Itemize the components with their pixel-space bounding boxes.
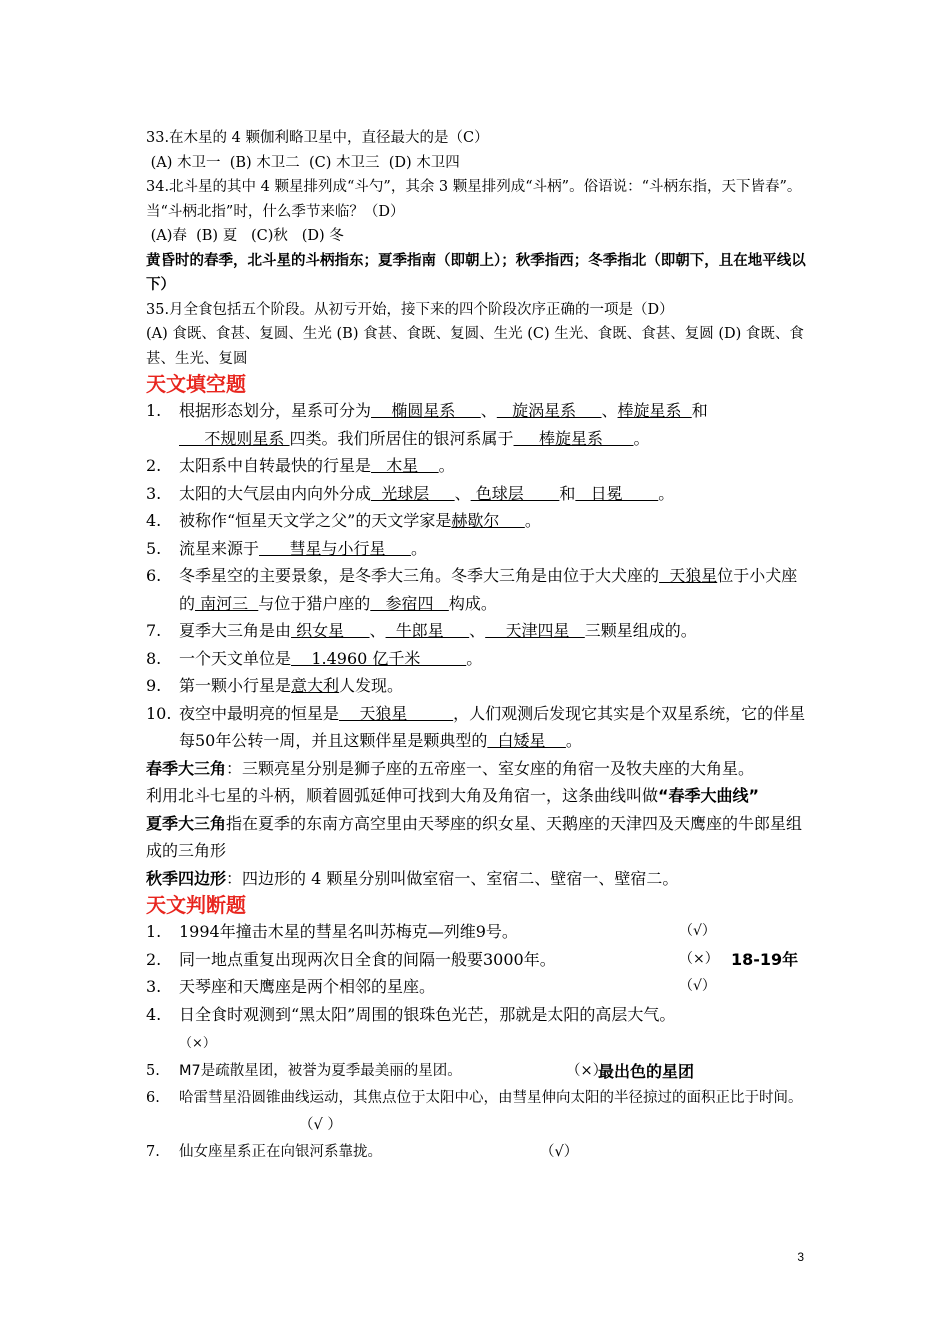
question-33: 33.在木星的 4 颗伽利略卫星中，直径最大的是（C） [146,130,489,146]
fill-item-5: 5. 流星来源于 彗星与小行星 。 [146,538,427,558]
judge-item-1: 1. 1994年撞击木星的彗星名叫苏梅克—列维9号。 （√） [146,918,811,946]
answer-blank: 赫歇尔 [451,511,525,530]
answer-blank: 参宿四 [370,593,449,613]
fill-item-7: 7. 夏季大三角是由 织女星 、 牛郎星 、 天津四星 三颗星组成的。 [146,621,697,640]
answer-blank: 椭圆星系 [371,401,481,420]
fill-item-10: 10. 夜空中最明亮的恒星是 天狼星 ，人们观测后发现它其实是个双星系统，它的伴星每50年公转一周，并且这颗伴星是颗典型的 白矮星 。 [146,703,806,750]
answer-blank: 棒旋星系 [513,428,634,448]
answer-blank: 意大利 [291,676,340,695]
answer-blank: 光球层 [371,483,455,503]
judge-item-6: 6. 哈雷彗星沿圆锥曲线运动，其焦点位于太阳中心，由彗星伸向太阳的半径掠过的面积正比于时间。（√ ） [146,1089,803,1133]
question-35: 35.月全食包括五个阶段。从初亏开始，接下来的四个阶段次序正确的一项是（D） [146,301,674,318]
judge-section-title: 天文判断题 [146,893,246,917]
question-33-options: (A) 木卫一 (B) 木卫二 (C) 木卫三 (D) 木卫四 [146,154,460,171]
autumn-square-note: 秋季四边形：四边形的 4 颗星分别叫做室宿一、室宿二、壁宿一、壁宿二。 [146,868,679,888]
answer-blank: 不规则星系 [179,428,290,448]
spring-triangle-note: 春季大三角：三颗亮星分别是狮子座的五帝座一、室女座的角宿一及牧夫座的大角星。 [146,758,755,778]
judge-answer: （×） [179,1036,216,1051]
judge-answer: （√ ） [299,1116,342,1133]
answer-blank: 棒旋星系 [617,401,692,420]
judge-answer: （×） [679,950,719,967]
fill-item-2: 2. 太阳系中自转最快的行星是 木星 。 [146,456,455,475]
judge-item-2: 2. 同一地点重复出现两次日全食的间隔一般要3000年。 （×） 18-19年 [146,946,811,974]
judge-note: 最出色的星团 [598,1061,695,1081]
judge-item-7: 7. 仙女座星系正在向银河系靠拢。 （√） [146,1139,811,1166]
answer-blank: 天津四星 [485,621,585,640]
answer-blank: 天狼星 [659,566,718,585]
answer-blank: 木星 [371,456,439,475]
judge-answer: （×） [566,1062,608,1079]
document-page [146,126,811,1166]
judge-item-4: 4. 日全食时观测到“黑太阳”周围的银珠色光芒，那就是太阳的高层大气。 （×） [146,1004,676,1051]
spring-curve-note: 利用北斗七星的斗柄，顺着圆弧延伸可找到大角及角宿一，这条曲线叫做“春季大曲线” [146,786,760,805]
judge-item-5: 5. M7是疏散星团，被誉为夏季最美丽的星团。 （×） 最出色的星团 [146,1058,811,1085]
fill-item-4: 4. 被称作“恒星天文学之父”的天文学家是赫歇尔 。 [146,511,541,530]
judge-answer: （√） [540,1143,579,1160]
judge-item-3: 3. 天琴座和天鹰座是两个相邻的星座。 （√） [146,973,811,1001]
answer-blank: 色球层 [470,483,560,503]
fill-item-1: 1. 根据形态划分，星系可分为 椭圆星系 、 旋涡星系 、棒旋星系 和 不规则星系 四类。我们所居住的银河系属于 棒旋星系 。 [146,401,708,448]
fill-item-3: 3. 太阳的大气层由内向外分成 光球层 、 色球层 和 日冕 。 [146,483,675,503]
answer-blank: 牛郎星 [385,621,470,640]
answer-blank: 天狼星 [339,703,454,723]
question-35-options: (A) 食既、食甚、复圆、生光 (B) 食甚、食既、复圆、生光 (C) 生光、食既、食甚、复圆 (D) 食既、食甚、生光、复圆 [146,326,804,367]
answer-blank: 南河三 [195,593,259,613]
page-number: 3 [797,1250,804,1264]
question-34-options: (A)春 (B) 夏 (C)秋 (D) 冬 [146,228,344,244]
answer-blank: 彗星与小行星 [259,538,411,558]
question-34: 34.北斗星的其中 4 颗星排列成“斗勺”，其余 3 颗星排列成“斗柄”。俗语说：“斗柄东指，天下皆春”。当“斗柄北指”时，什么季节来临？（D） [146,179,802,220]
fill-section-title: 天文填空题 [146,372,246,396]
fill-item-9: 9. 第一颗小行星是意大利人发现。 [146,676,404,695]
answer-blank: 1.4960 亿千米 [291,648,467,668]
judge-answer: （√） [679,923,716,939]
answer-blank: 织女星 [291,621,370,640]
summer-triangle-note: 夏季大三角指在夏季的东南方高空里由天琴座的织女星、天鹅座的天津四及天鹰座的牛郎星组成的三角形 [146,813,803,860]
answer-blank: 旋涡星系 [496,401,602,420]
answer-blank: 日冕 [575,483,659,503]
answer-blank: 白矮星 [487,731,566,750]
fill-item-6: 6. 冬季星空的主要景象，是冬季大三角。冬季大三角是由位于大犬座的 天狼星位于小犬座的 南河三 与位于猎户座的 参宿四 构成。 [146,566,798,613]
question-34-note: 黄昏时的春季，北斗星的斗柄指东；夏季指南（即朝上）；秋季指西；冬季指北（即朝下，且在地平线以下） [146,252,806,293]
judge-answer: （√） [679,978,716,994]
fill-item-8: 8. 一个天文单位是 1.4960 亿千米 。 [146,648,483,668]
judge-note: 18-19年 [731,949,799,969]
